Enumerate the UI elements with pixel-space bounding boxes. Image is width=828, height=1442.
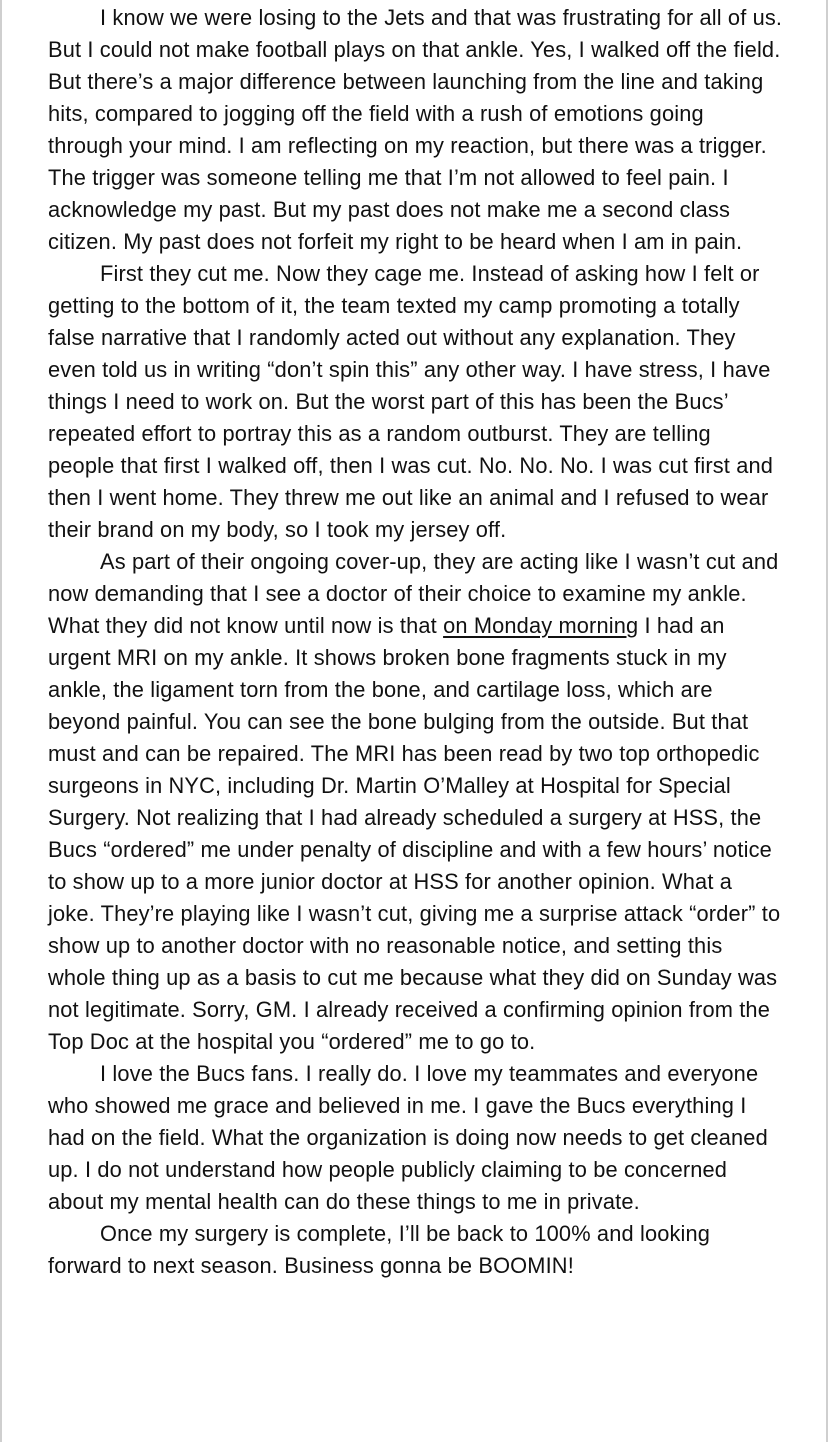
paragraph-text: I know we were losing to the Jets and that was frustrating for all of us. But I could not make football plays on that ankle. Yes, I walked off the field. But there’s a major difference between launching from the line and taking hits, compared to jogging off the field with a rush of emotions going through your mind. I am reflecting on my reaction, but there was a trigger. The trigger was someone telling me that I’m not allowed to feel pain. I acknowledge my past. But my past does not make me a second class citizen. My past does not forfeit my right to be heard when I am in pain. (48, 5, 783, 254)
underlined-date-phrase: on Monday morning (443, 613, 639, 638)
paragraph-2 (48, 258, 783, 546)
paragraph-1 (48, 2, 783, 258)
paragraph-text: As part of their ongoing cover-up, they are acting like I wasn’t cut and now demanding that I see a doctor of their choice to examine my ankle. What they did not know until now is that (48, 549, 779, 638)
paragraph-5 (48, 1218, 783, 1282)
paragraph-text: Once my surgery is complete, I’ll be back to 100% and looking forward to next season. Business gonna be BOOMIN! (48, 1221, 711, 1278)
paragraph-text: First they cut me. Now they cage me. Instead of asking how I felt or getting to the bottom of it, the team texted my camp promoting a totally false narrative that I randomly acted out without any explanation. They even told us in writing “don’t spin this” any other way. I have stress, I have things I need to work on. But the worst part of this has been the Bucs’ repeated effort to portray this as a random outburst. They are telling people that first I walked off, then I was cut. No. No. No. I was cut first and then I went home. They threw me out like an animal and I refused to wear their brand on my body, so I took my jersey off. (48, 261, 774, 542)
paragraph-text: I love the Bucs fans. I really do. I love my teammates and everyone who showed me grace and believed in me. I gave the Bucs everything I had on the field. What the organization is doing now needs to get cleaned up. I do not understand how people publicly claiming to be concerned about my mental health can do these things to me in private. (48, 1061, 768, 1214)
page-border-left (0, 0, 2, 1442)
paragraph-3 (48, 546, 783, 1058)
paragraph-text: I had an urgent MRI on my ankle. It shows broken bone fragments stuck in my ankle, the ligament torn from the bone, and cartilage loss, which are beyond painful. You can see the bone bulging from the outside. But that must and can be repaired. The MRI has been read by two top orthopedic surgeons in NYC, including Dr. Martin O’Malley at Hospital for Special Surgery. Not realizing that I had already scheduled a surgery at HSS, the Bucs “ordered” me under penalty of discipline and with a few hours’ notice to show up to a more junior doctor at HSS for another opinion. What a joke. They’re playing like I wasn’t cut, giving me a surprise attack “order” to show up to another doctor with no reasonable notice, and setting this whole thing up as a basis to cut me because what they did on Sunday was not legitimate. Sorry, GM. I already received a confirming opinion from the Top Doc at the hospital you “ordered” me to go to. (48, 613, 781, 1054)
statement-body (48, 2, 783, 1282)
paragraph-4 (48, 1058, 783, 1218)
